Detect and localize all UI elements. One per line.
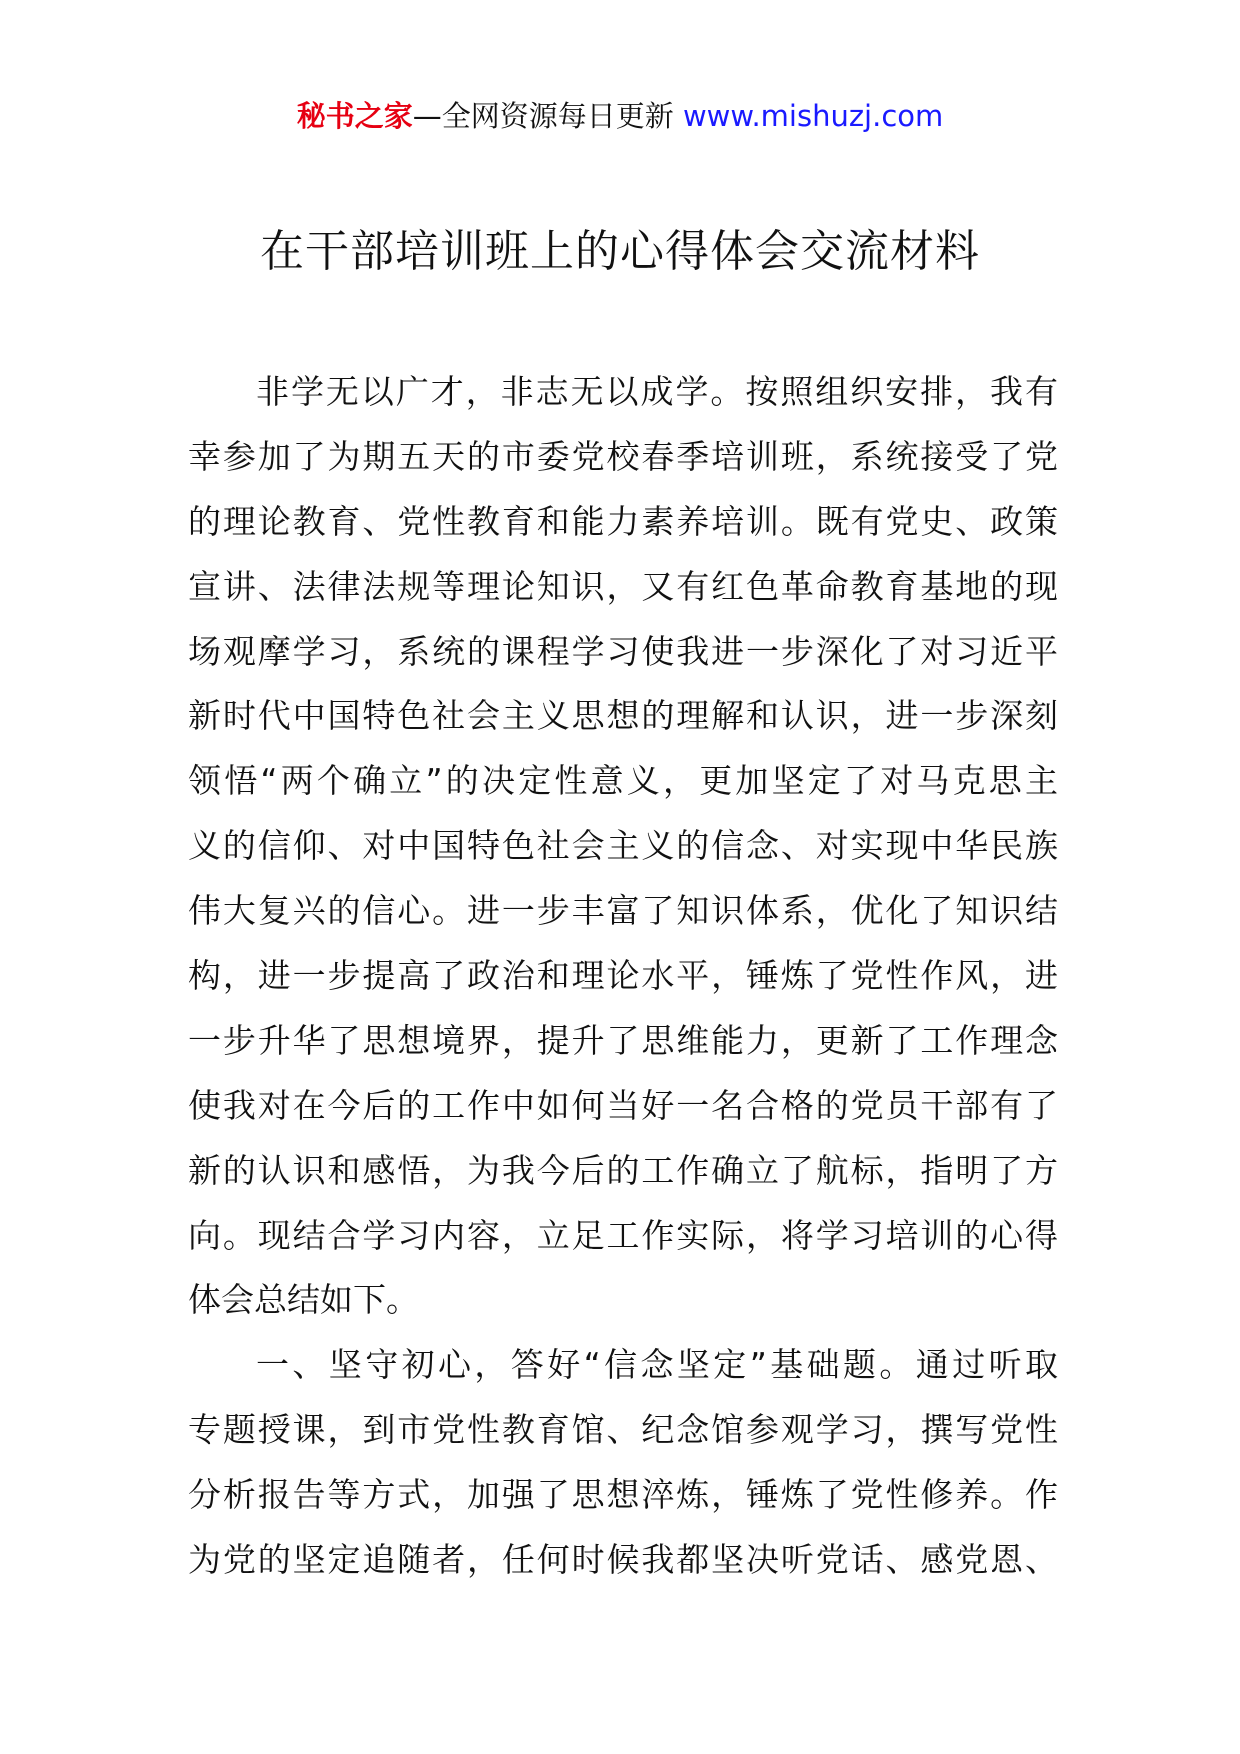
paragraph-line: 场观摩学习，系统的课程学习使我进一步深化了对习近平 [188, 631, 1058, 671]
paragraph-line: 的理论教育、党性教育和能力素养培训。既有党史、政策 [188, 501, 1058, 541]
paragraph-line: 体会总结如下。 [188, 1280, 419, 1320]
paragraph-line: 非学无以广才，非志无以成学。按照组织安排，我有 [256, 372, 1058, 411]
paragraph-line: 为党的坚定追随者，任何时候我都坚决听党话、感党恩、 [188, 1540, 1058, 1580]
paragraph-line: 构，进一步提高了政治和理论水平，锤炼了党性作风，进 [188, 956, 1058, 996]
paragraph-line: 一、坚守初心，答好“信念坚定”基础题。通过听取 [256, 1345, 1058, 1385]
paragraph-line: 分析报告等方式，加强了思想淬炼，锤炼了党性修养。作 [188, 1475, 1058, 1515]
paragraph-line: 幸参加了为期五天的市委党校春季培训班，系统接受了党 [188, 436, 1058, 476]
site-tagline: —全网资源每日更新 [412, 99, 683, 133]
paragraph-line: 新时代中国特色社会主义思想的理解和认识，进一步深刻 [188, 696, 1058, 736]
paragraph-line: 新的认识和感悟，为我今后的工作确立了航标，指明了方 [188, 1150, 1058, 1190]
site-header [0, 96, 1240, 136]
document-body [188, 360, 1058, 1593]
paragraph-line: 义的信仰、对中国特色社会主义的信念、对实现中华民族 [188, 826, 1058, 866]
paragraph-line: 领悟“两个确立”的决定性意义，更加坚定了对马克思主 [188, 761, 1058, 801]
paragraph-line: 一步升华了思想境界，提升了思维能力，更新了工作理念 [188, 1020, 1058, 1060]
paragraph-line: 宣讲、法律法规等理论知识，又有红色革命教育基地的现 [188, 566, 1058, 606]
paragraph-line: 伟大复兴的信心。进一步丰富了知识体系，优化了知识结 [188, 891, 1058, 931]
site-url-link[interactable]: www.mishuzj.com [682, 99, 944, 133]
site-brand: 秘书之家 [296, 99, 413, 133]
document-title: 在干部培训班上的心得体会交流材料 [260, 226, 980, 277]
paragraph-line: 向。现结合学习内容，立足工作实际，将学习培训的心得 [188, 1215, 1058, 1255]
paragraph-line: 专题授课，到市党性教育馆、纪念馆参观学习，撰写党性 [188, 1410, 1058, 1450]
paragraph-line: 使我对在今后的工作中如何当好一名合格的党员干部有了 [188, 1085, 1058, 1125]
